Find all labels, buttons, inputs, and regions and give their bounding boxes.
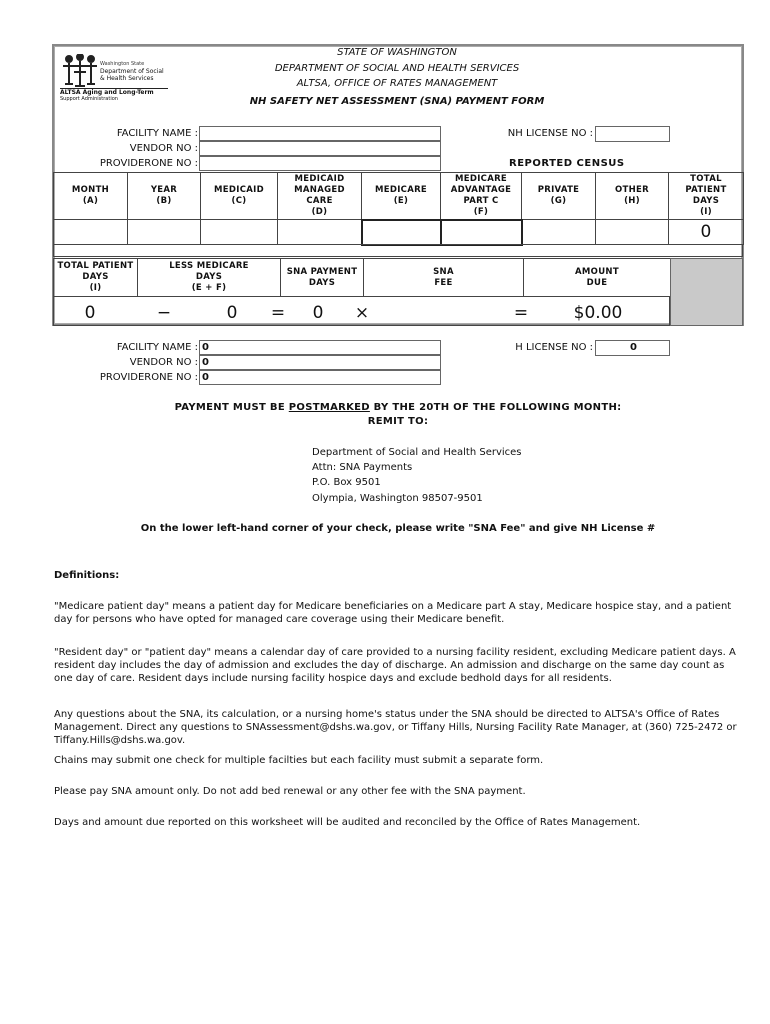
col-header-medicare-advantage: MEDICARE ADVANTAGE PART C (F) — [441, 173, 522, 220]
col-header-year: YEAR (B) — [128, 173, 201, 220]
audit-note: Days and amount due reported on this worksheet will be audited and reconciled by the Office of Rates Management. — [54, 817, 641, 828]
facility-name-label: FACILITY NAME : — [116, 128, 198, 139]
h-license-label: H LICENSE NO : — [515, 342, 593, 353]
nh-license-label: NH LICENSE NO : — [507, 128, 593, 139]
calc-header-total-patient-days: TOTAL PATIENT DAYS (I) — [54, 259, 138, 297]
col-header-other: OTHER (H) — [596, 173, 669, 220]
separator-row — [53, 244, 743, 257]
input-medicare-advantage[interactable] — [441, 220, 522, 245]
amount-due-value: $0.00 — [573, 303, 623, 323]
calc-header-amount-due: AMOUNT DUE — [524, 259, 671, 297]
header-office: ALTSA, OFFICE OF RATES MANAGEMENT — [296, 78, 498, 89]
definitions-heading: Definitions: — [54, 570, 120, 581]
equals-operator-2: = — [513, 303, 529, 323]
input-month[interactable] — [54, 220, 128, 245]
total-patient-days-value: 0 — [669, 220, 744, 245]
dshs-figures-icon — [60, 54, 100, 88]
calc-payment-days-value: 0 — [312, 303, 324, 323]
vendor-no-field-2[interactable]: 0 — [199, 355, 441, 370]
input-other[interactable] — [596, 220, 669, 245]
facility-name-label-2: FACILITY NAME : — [116, 342, 198, 353]
remit-to: REMIT TO: — [367, 416, 429, 427]
logo-line2: Department of Social — [100, 68, 164, 75]
col-header-total-patient-days: TOTAL PATIENT DAYS (I) — [669, 173, 744, 220]
chains-note: Chains may submit one check for multiple facilties but each facility must submit a separate form. — [54, 755, 544, 766]
dshs-logo — [60, 52, 170, 102]
calc-header-less-medicare-days: LESS MEDICARE DAYS (E + F) — [138, 259, 281, 297]
input-medicaid[interactable] — [201, 220, 278, 245]
address-line-4: Olympia, Washington 98507-9501 — [312, 493, 483, 504]
h-license-field[interactable]: 0 — [595, 340, 670, 356]
payment-deadline: PAYMENT MUST BE POSTMARKED BY THE 20TH OF THE FOLLOWING MONTH: — [174, 402, 622, 413]
providerone-no-field-2[interactable]: 0 — [199, 370, 441, 385]
facility-name-field[interactable] — [199, 126, 441, 141]
address-line-1: Department of Social and Health Services — [312, 447, 522, 458]
col-header-medicaid: MEDICAID (C) — [201, 173, 278, 220]
input-medicaid-managed-care[interactable] — [278, 220, 362, 245]
vendor-no-label-2: VENDOR NO : — [129, 357, 198, 368]
col-header-month: MONTH (A) — [54, 173, 128, 220]
calc-header-sna-fee: SNA FEE — [364, 259, 524, 297]
calc-header-sna-payment-days: SNA PAYMENT DAYS — [281, 259, 364, 297]
facility-name-field-2[interactable]: 0 — [199, 340, 441, 355]
address-line-2: Attn: SNA Payments — [312, 462, 413, 473]
input-private[interactable] — [522, 220, 596, 245]
logo-line5: Support Administration — [60, 96, 118, 102]
reported-census-label: REPORTED CENSUS — [509, 158, 625, 169]
calc-table — [53, 258, 671, 297]
providerone-no-label-2: PROVIDERONE NO : — [99, 372, 198, 383]
logo-line4: ALTSA Aging and Long-Term — [60, 89, 154, 96]
logo-line3: & Health Services — [100, 75, 154, 82]
calc-medicare-value: 0 — [226, 303, 238, 323]
vendor-no-label: VENDOR NO : — [129, 143, 198, 154]
nh-license-field[interactable] — [595, 126, 670, 142]
header-department: DEPARTMENT OF SOCIAL AND HEALTH SERVICES — [274, 63, 520, 74]
header-state: STATE OF WASHINGTON — [337, 47, 457, 58]
shaded-box — [670, 258, 743, 326]
providerone-no-field[interactable] — [199, 156, 441, 171]
col-header-medicare: MEDICARE (E) — [362, 173, 441, 220]
providerone-no-label: PROVIDERONE NO : — [99, 158, 198, 169]
input-year[interactable] — [128, 220, 201, 245]
sna-questions-note: Any questions about the SNA, its calculation, or a nursing home's status under the SNA should be directed to ALTSA's Office of Rates Management. Direct any questions to SNAssessment@dshs.wa.gov, or Tiffany Hills, Nursing Facility Rate Manager, at (360) 725-2472 or Tiffany.Hills@dshs.wa.gov. — [54, 709, 737, 746]
form-title: NH SAFETY NET ASSESSMENT (SNA) PAYMENT FORM — [249, 96, 545, 107]
minus-operator: − — [156, 303, 172, 323]
definition-medicare-patient-day: "Medicare patient day" means a patient day for Medicare beneficiaries on a Medicare part A stay, Medicare hospice stay, and a patient day for persons who have opted for managed care coverage using their Medicare benefit. — [54, 601, 732, 625]
times-operator: × — [354, 303, 370, 323]
col-header-medicaid-managed-care: MEDICAID MANAGED CARE (D) — [278, 173, 362, 220]
logo-line1: Washington State — [100, 61, 145, 67]
sna-amount-note: Please pay SNA amount only. Do not add bed renewal or any other fee with the SNA payment. — [54, 786, 526, 797]
address-line-3: P.O. Box 9501 — [312, 477, 381, 488]
calc-total-value: 0 — [84, 303, 96, 323]
definition-resident-day: "Resident day" or "patient day" means a calendar day of care provided to a nursing facility resident, excluding Medicare patient days. A resident day includes the day of admission and excludes the day of discharge. An admission and discharge on the same day count as one day of care. Resident days include nursing facility hospice days and exclude bedhold days for all residents. — [54, 647, 736, 684]
col-header-private: PRIVATE (G) — [522, 173, 596, 220]
census-table — [53, 172, 744, 246]
vendor-no-field[interactable] — [199, 141, 441, 156]
input-medicare[interactable] — [362, 220, 441, 245]
check-note: On the lower left-hand corner of your check, please write "SNA Fee" and give NH License # — [140, 523, 656, 534]
equals-operator-1: = — [270, 303, 286, 323]
